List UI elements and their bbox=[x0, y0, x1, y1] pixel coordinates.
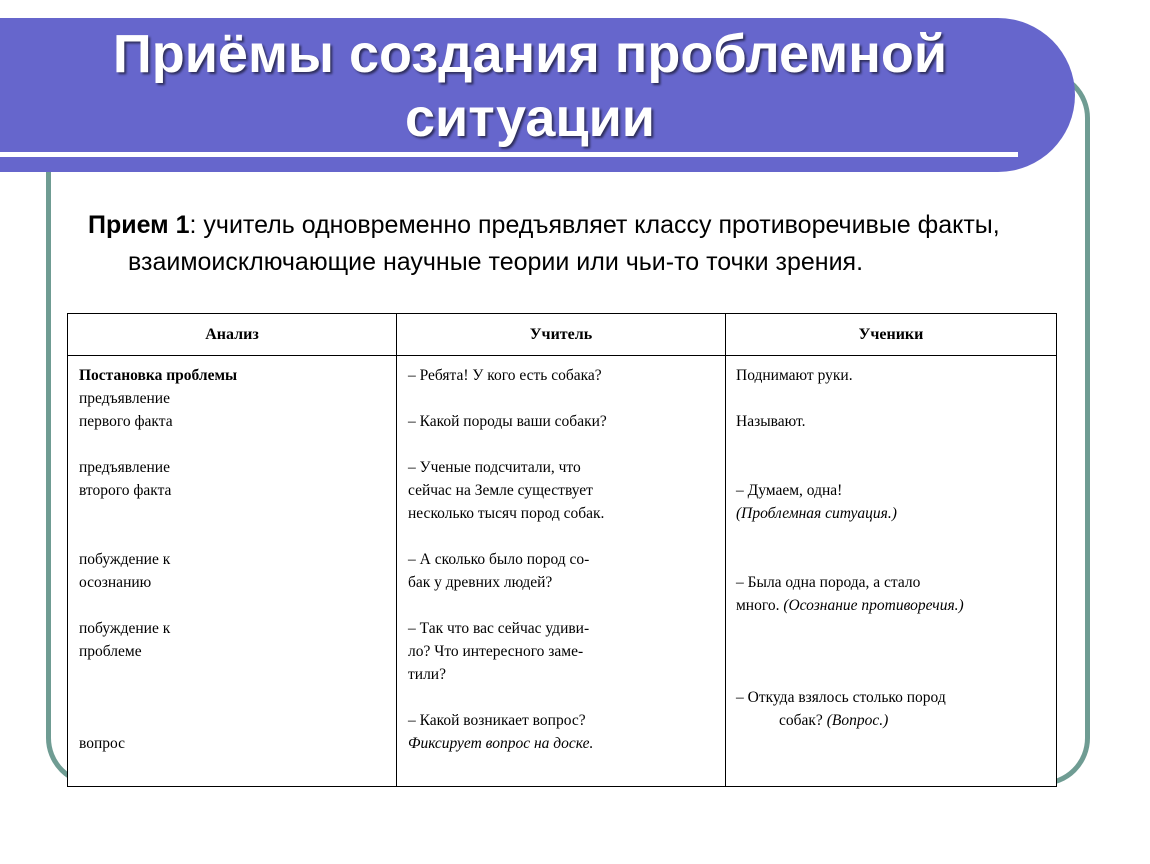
analysis-line: проблеме bbox=[79, 643, 142, 660]
students-line: Поднимают руки. bbox=[736, 367, 853, 384]
analysis-table bbox=[67, 313, 1057, 787]
analysis-cell bbox=[68, 356, 397, 787]
analysis-line: предъявление bbox=[79, 459, 170, 476]
students-line bbox=[779, 709, 888, 732]
analysis-line: побуждение к bbox=[79, 551, 171, 568]
slide-title bbox=[0, 22, 1060, 150]
slide-title-line-2: ситуации bbox=[405, 88, 655, 148]
students-text: собак? bbox=[779, 712, 827, 729]
analysis-line: второго факта bbox=[79, 482, 172, 499]
analysis-line: вопрос bbox=[79, 735, 126, 752]
teacher-line: – Так что вас сейчас удиви- bbox=[408, 620, 590, 637]
students-text: много. bbox=[736, 597, 784, 614]
title-underline bbox=[0, 152, 1018, 157]
analysis-line: первого факта bbox=[79, 413, 173, 430]
teacher-line: – Какой возникает вопрос? bbox=[408, 712, 586, 729]
teacher-line: – А сколько было пород со- bbox=[408, 551, 590, 568]
header-teacher: Учитель bbox=[397, 314, 726, 356]
students-line: – Думаем, одна! bbox=[736, 482, 843, 499]
students-note: (Осознание противоречия.) bbox=[783, 597, 964, 614]
intro-label: Прием 1 bbox=[88, 211, 190, 239]
students-cell bbox=[726, 356, 1057, 787]
teacher-line: несколько тысяч пород собак. bbox=[408, 505, 605, 522]
table-row bbox=[68, 356, 1057, 787]
header-students: Ученики bbox=[726, 314, 1057, 356]
teacher-line: – Какой породы ваши собаки? bbox=[408, 413, 607, 430]
teacher-line: сейчас на Земле существует bbox=[408, 482, 593, 499]
students-note: (Проблемная ситуация.) bbox=[736, 505, 897, 522]
teacher-note: Фиксирует вопрос на доске. bbox=[408, 735, 594, 752]
teacher-line: – Ребята! У кого есть собака? bbox=[408, 367, 602, 384]
analysis-line: побуждение к bbox=[79, 620, 171, 637]
table-header-row bbox=[68, 314, 1057, 356]
teacher-line: – Ученые подсчитали, что bbox=[408, 459, 581, 476]
intro-text: : учитель одновременно предъявляет классу противоречивые факты, взаимоисключающие научные теории или чьи-то точки зрения. bbox=[128, 211, 1000, 276]
header-analysis: Анализ bbox=[68, 314, 397, 356]
students-line: – Была одна порода, а стало bbox=[736, 574, 921, 591]
analysis-line: осознанию bbox=[79, 574, 152, 591]
students-line: Называют. bbox=[736, 413, 806, 430]
analysis-line: предъявление bbox=[79, 390, 170, 407]
teacher-line: ло? Что интересного заме- bbox=[408, 643, 584, 660]
students-note: (Вопрос.) bbox=[826, 712, 889, 729]
teacher-cell bbox=[397, 356, 726, 787]
slide-title-line-1: Приёмы создания проблемной bbox=[112, 24, 948, 84]
analysis-heading: Постановка проблемы bbox=[79, 367, 238, 384]
teacher-line: тили? bbox=[408, 666, 446, 683]
students-line: – Откуда взялось столько пород bbox=[736, 689, 946, 706]
teacher-line: бак у древних людей? bbox=[408, 574, 553, 591]
students-line bbox=[736, 594, 964, 617]
intro-paragraph bbox=[88, 207, 1108, 281]
